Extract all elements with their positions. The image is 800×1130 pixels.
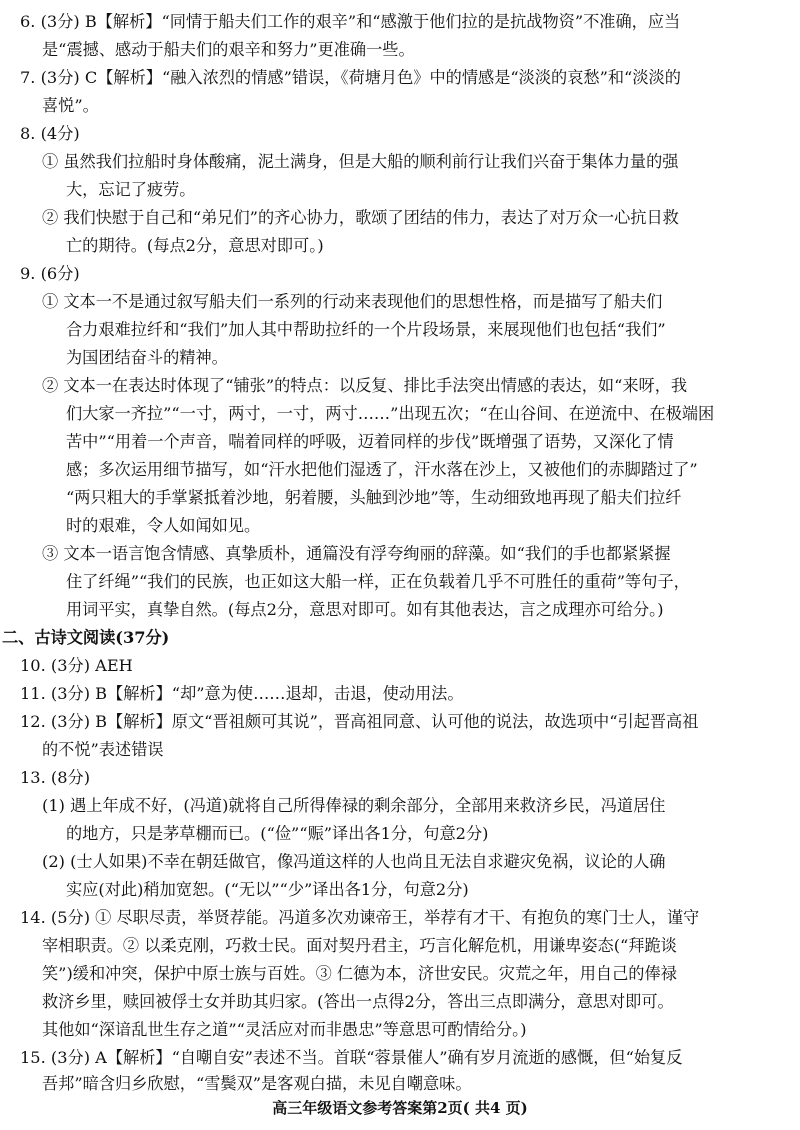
page-footer: 高三年级语文参考答案第2页( 共4 页) bbox=[272, 1099, 528, 1117]
q9-point-2-line-1: ② 文本一在表达时体现了“铺张”的特点：以反复、排比手法突出情感的表达，如“来呀，我 bbox=[42, 376, 688, 395]
q9-point-3-line-1: ③ 文本一语言饱含情感、真挚质朴，通篇没有浮夸绚丽的辞藻。如“我们的手也都紧紧握 bbox=[42, 544, 671, 563]
q14-line-1: 14. (5分) ① 尽职尽责，举贤荐能。冯道多次劝谏帝王，举荐有才干、有抱负的寒门士人，谨守 bbox=[20, 908, 700, 927]
q9-point-3-line-3: 用词平实，真挚自然。(每点2分，意思对即可。如有其他表达，言之成理亦可给分。) bbox=[66, 600, 664, 619]
q7-line-1: 7. (3分) C【解析】“融入浓烈的情感”错误，《荷塘月色》中的情感是“淡淡的哀愁”和“淡淡的 bbox=[20, 68, 681, 87]
q9-point-3-line-2: 住了纤绳”“我们的民族，也正如这大船一样，正在负载着几乎不可胜任的重荷”等句子， bbox=[66, 572, 690, 591]
q13-part-2-line-2: 实应(对此)稍加宽恕。(“无以”“少”译出各1分，句意2分) bbox=[66, 880, 469, 899]
q8-point-1-line-1: ① 虽然我们拉船时身体酸痛，泥土满身，但是大船的顺利前行让我们兴奋于集体力量的强 bbox=[42, 152, 679, 171]
q9-point-1-line-2: 合力艰难拉纤和“我们”加人其中帮助拉纤的一个片段场景，来展现他们也包括“我们” bbox=[66, 320, 666, 339]
q13-part-1-line-1: (1) 遇上年成不好，(冯道)就将自己所得俸禄的剩余部分，全部用来救济乡民，冯道居住 bbox=[42, 796, 666, 815]
q9-point-2-line-2: 们大家一齐拉”“一寸，两寸，一寸，两寸……”出现五次；“在山谷间、在逆流中、在极端困 bbox=[66, 404, 715, 423]
q15-line-2: 吾邦”暗含归乡欣慰，“雪鬓双”是客观白描，未见自嘲意味。 bbox=[42, 1074, 472, 1093]
q12-line-2: 的不悦”表述错误 bbox=[42, 740, 164, 759]
q9-point-1-line-1: ① 文本一不是通过叙写船夫们一系列的行动来表现他们的思想性格，而是描写了船夫们 bbox=[42, 292, 663, 311]
q13-heading: 13. (8分) bbox=[20, 768, 91, 787]
q10-line: 10. (3分) AEH bbox=[20, 656, 133, 675]
q8-heading: 8. (4分) bbox=[20, 124, 80, 143]
q15-line-1: 15. (3分) A【解析】“自嘲自安”表述不当。首联“蓉景催人”确有岁月流逝的感慨，但“始复反 bbox=[20, 1048, 683, 1067]
q6-line-2: 是“震撼、感动于船夫们的艰辛和努力”更准确一些。 bbox=[42, 40, 415, 59]
q9-heading: 9. (6分) bbox=[20, 264, 80, 283]
q9-point-1-line-3: 为国团结奋斗的精神。 bbox=[66, 348, 228, 367]
q8-point-1-line-2: 大，忘记了疲劳。 bbox=[66, 180, 196, 199]
q14-line-2: 宰相职责。② 以柔克刚，巧救士民。面对契丹君主，巧言化解危机，用谦卑姿态(“拜跪谈 bbox=[42, 936, 677, 955]
q14-line-4: 救济乡里，赎回被俘士女并助其归家。(答出一点得2分，答出三点即满分，意思对即可。 bbox=[42, 992, 674, 1011]
q12-line-1: 12. (3分) B【解析】原文“晋祖颇可其说”，晋高祖同意、认可他的说法，故选项中“引起晋高祖 bbox=[20, 712, 699, 731]
q7-line-2: 喜悦”。 bbox=[42, 96, 99, 115]
q9-point-2-line-3: 苦中”“用着一个声音，喘着同样的呼吸，迈着同样的步伐”既增强了语势，又深化了情 bbox=[66, 432, 674, 451]
q13-part-2-line-1: (2) (士人如果)不幸在朝廷做官，像冯道这样的人也尚且无法自求避灾免祸，议论的人确 bbox=[42, 852, 666, 871]
q11-line: 11. (3分) B【解析】“却”意为使……退却，击退，使动用法。 bbox=[20, 684, 464, 703]
q6-line-1: 6. (3分) B【解析】“同情于船夫们工作的艰辛”和“感激于他们拉的是抗战物资”不准确，应当 bbox=[20, 12, 681, 31]
q8-point-2-line-2: 亡的期待。(每点2分，意思对即可。) bbox=[66, 236, 324, 255]
q14-line-3: 笑”)缓和冲突，保护中原士族与百姓。③ 仁德为本，济世安民。灾荒之年，用自己的俸禄 bbox=[42, 964, 677, 983]
q9-point-2-line-6: 时的艰难，令人如闻如见。 bbox=[66, 516, 261, 535]
q9-point-2-line-5: “两只粗大的手掌紧抵着沙地，躬着腰，头触到沙地”等，生动细致地再现了船夫们拉纤 bbox=[66, 488, 682, 507]
section-heading: 二、古诗文阅读(37分) bbox=[2, 628, 170, 647]
q8-point-2-line-1: ② 我们快慰于自己和“弟兄们”的齐心协力，歌颂了团结的伟力，表达了对万众一心抗日救 bbox=[42, 208, 679, 227]
q9-point-2-line-4: 感；多次运用细节描写，如“汗水把他们湿透了，汗水落在沙上，又被他们的赤脚踏过了” bbox=[66, 460, 698, 479]
q14-line-5: 其他如“深谙乱世生存之道”“灵活应对而非愚忠”等意思可酌情给分。) bbox=[42, 1020, 527, 1039]
q13-part-1-line-2: 的地方，只是茅草棚而已。(“俭”“赈”译出各1分，句意2分) bbox=[66, 824, 489, 843]
